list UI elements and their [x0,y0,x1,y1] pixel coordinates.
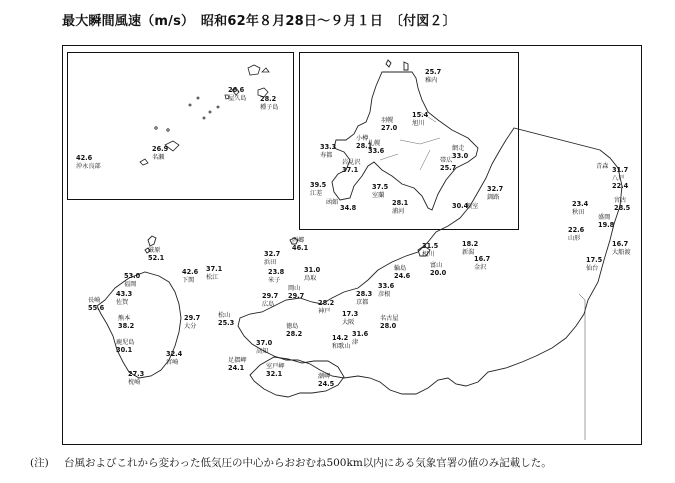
station-name: 山形 [568,235,581,242]
station-value: 52.1 [148,254,165,262]
station-value: 26.6 [228,86,245,94]
station-name: 室戸岬 [266,363,285,370]
station-name: 広島 [262,301,275,308]
station-value: 28.1 [356,142,373,150]
station-value: 33.3 [320,143,337,151]
station-value: 33.0 [452,152,469,160]
station-value: 25.7 [425,68,442,76]
station-name: 枕崎 [128,379,141,386]
station-name: 旭川 [412,120,425,127]
station-name: 京都 [356,299,369,306]
station-name: 大船渡 [612,249,631,256]
station-value: 19.8 [598,221,615,229]
station-name: 潮岬 [318,373,331,380]
station-value: 26.9 [152,145,169,153]
station-value: 27.3 [128,370,145,378]
mainland-labels [88,162,631,388]
footnote-tag: (注) [30,457,49,469]
station-name: 鳥取 [304,275,317,282]
station-name: 江差 [310,190,323,197]
station-name: 羽幌 [381,117,394,124]
station-value: 28.2 [260,95,277,103]
station-value: 22.4 [612,182,629,190]
station-value: 27.0 [381,124,398,132]
station-name: 釧路 [487,194,500,201]
station-value: 32.4 [166,350,183,358]
station-value: 31.6 [352,330,369,338]
station-name: 下関 [182,277,195,284]
station-name: 岩見沢 [342,159,361,166]
station-name: 沖永良部 [76,163,101,170]
station-name: 彦根 [378,291,391,298]
station-name: 名瀬 [152,154,165,161]
station-value: 28.2 [286,330,303,338]
station-name: 仙台 [586,265,599,272]
station-name: 佐賀 [116,299,129,306]
station-value: 22.6 [568,226,585,234]
station-name: 岡山 [288,285,301,292]
station-value: 29.7 [184,314,201,322]
station-name: 帯広 [440,157,453,164]
station-name: 秋田 [572,209,585,216]
station-value: 34.8 [340,204,357,212]
station-name: 徳島 [286,323,299,330]
station-name: 松江 [206,274,219,281]
station-value: 28.0 [380,322,397,330]
southwest-island-labels [76,86,279,170]
station-name: 金沢 [474,264,487,271]
station-name: 米子 [268,277,281,284]
station-name: 輪島 [394,265,407,272]
station-name: 寿都 [320,152,333,159]
station-value: 16.7 [474,255,491,263]
station-value: 42.6 [76,154,93,162]
station-name: 稚内 [425,77,438,84]
footnote [30,455,552,470]
station-name: 西郷 [292,237,305,244]
station-value: 37.1 [206,265,223,273]
station-value: 31.7 [612,166,629,174]
station-name: 厳原 [148,247,161,254]
station-name: 浦河 [392,208,405,215]
station-name: 津 [352,339,359,346]
station-value: 37.5 [372,183,389,191]
station-name: 青森 [596,163,609,170]
station-value: 24.5 [318,380,335,388]
station-name: 富山 [430,262,443,269]
hokkaido-outline [332,60,478,210]
station-name: 高知 [256,348,269,355]
station-name: 札幌 [368,140,381,147]
station-name: 和歌山 [332,343,351,350]
station-name: 屋久島 [228,95,247,102]
station-value: 32.7 [264,250,281,258]
station-name: 根室 [466,203,479,210]
station-value: 46.1 [292,244,309,252]
station-value: 38.2 [118,322,135,330]
station-name: 相川 [422,251,435,258]
station-value: 28.3 [356,290,373,298]
station-value: 37.0 [256,339,273,347]
station-value: 37.1 [342,166,359,174]
station-value: 24.6 [394,272,411,280]
station-name: 宮古 [614,197,627,204]
station-name: 松山 [218,312,231,319]
station-value: 39.5 [310,181,327,189]
station-name: 網走 [452,145,465,152]
station-name: 浜田 [264,259,277,266]
station-value: 28.5 [614,204,631,212]
station-value: 30.1 [116,346,133,354]
station-name: 新潟 [462,249,475,256]
station-value: 29.7 [262,292,279,300]
station-value: 17.5 [586,256,603,264]
station-value: 28.2 [318,299,335,307]
station-name: 名古屋 [380,315,399,322]
station-value: 20.0 [430,269,447,277]
station-name: 福岡 [124,281,137,288]
station-name: 小樽 [356,135,369,142]
station-value: 14.2 [332,334,349,342]
station-value: 32.1 [266,370,283,378]
station-value: 23.4 [572,200,589,208]
station-value: 25.7 [440,164,457,172]
station-name: 熊本 [118,315,131,322]
station-value: 18.2 [462,240,479,248]
station-name: 八戸 [612,175,625,182]
station-name: 鹿児島 [116,339,135,346]
station-name: 大阪 [342,319,355,326]
station-name: 盛岡 [598,214,611,221]
station-value: 33.6 [378,282,395,290]
station-value: 31.0 [304,266,321,274]
station-value: 30.4 [452,202,469,210]
station-value: 55.6 [88,304,105,312]
station-name: 神戸 [318,308,331,315]
station-name: 宮崎 [166,359,179,366]
station-name: 函館 [326,199,339,206]
station-value: 24.1 [228,364,245,372]
station-name: 足摺岬 [228,357,247,364]
station-value: 16.7 [612,240,629,248]
station-name: 種子島 [260,104,279,111]
map-title: 最大瞬間風速（m/s） 昭和62年８月28日～９月１日 〔付図２〕 [62,14,456,29]
station-value: 42.6 [182,268,199,276]
station-name: 室蘭 [372,192,385,199]
station-value: 23.8 [268,268,285,276]
station-value: 53.0 [124,272,141,280]
station-value: 28.1 [392,199,409,207]
footnote-text: 台風およびこれから変わった低気圧の中心からおおむね500km以内にある気象官署の値のみ記載した。 [64,457,552,469]
station-value: 15.4 [412,111,429,119]
station-value: 25.3 [218,319,235,327]
station-name: 大分 [184,323,197,330]
station-value: 43.3 [116,290,133,298]
station-name: 長崎 [88,297,101,304]
station-value: 33.6 [368,147,385,155]
station-value: 31.5 [422,242,439,250]
station-value: 17.3 [342,310,359,318]
station-value: 32.7 [487,185,504,193]
station-value: 29.7 [288,292,305,300]
